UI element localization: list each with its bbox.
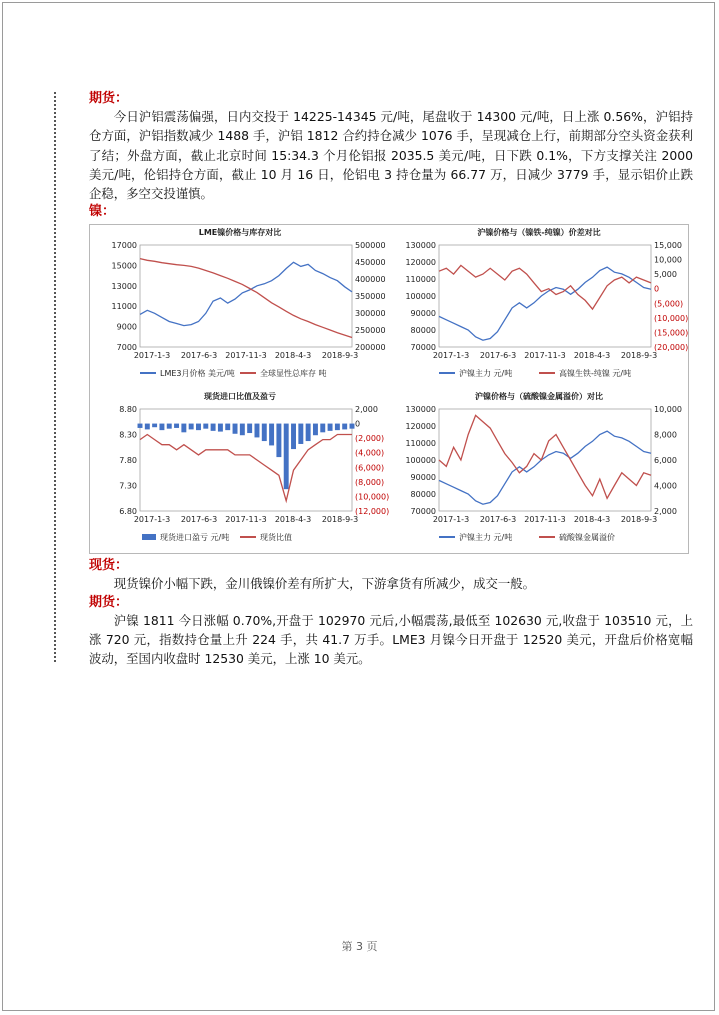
chart-title: 现货进口比值及盈亏 — [204, 392, 276, 402]
bar-pnl-25 — [320, 424, 325, 433]
y-left-tick-label: 70000 — [410, 343, 436, 353]
y-left-tick-label: 6.80 — [119, 507, 137, 517]
bar-pnl-9 — [203, 424, 208, 429]
y-right-tick-label: 350000 — [355, 292, 386, 302]
legend-label-0: LME3月价格 美元/吨 — [160, 369, 235, 379]
legend-label-1: 高镍生铁-纯镍 元/吨 — [559, 369, 632, 379]
bar-pnl-0 — [138, 424, 143, 428]
bar-pnl-20 — [284, 424, 289, 490]
series-line-0 — [439, 432, 651, 505]
x-tick-label: 2018-4-3 — [573, 515, 611, 525]
y-right-tick-label: (5,000) — [654, 299, 684, 309]
y-left-tick-label: 130000 — [405, 405, 436, 415]
series-line-1 — [140, 435, 352, 501]
spot-heading: 现货： — [89, 558, 129, 574]
y-left-tick-label: 11000 — [111, 302, 137, 312]
x-tick-label: 2018-9-3 — [321, 515, 359, 525]
y-right-tick-label: 0 — [355, 420, 361, 430]
chart-grid — [89, 224, 689, 554]
x-tick-label: 2017-11-3 — [225, 351, 267, 361]
y-right-tick-label: (10,000) — [654, 314, 689, 324]
y-right-tick-label: (2,000) — [355, 434, 385, 444]
y-right-tick-label: 250000 — [355, 326, 386, 336]
legend-label-1: 全球显性总库存 吨 — [260, 369, 327, 379]
chart-svg — [389, 389, 689, 554]
y-right-tick-label: (20,000) — [654, 343, 689, 353]
bar-pnl-12 — [225, 424, 230, 431]
x-tick-label: 2018-4-3 — [274, 351, 312, 361]
chart-title: LME镍价格与库存对比 — [198, 228, 282, 238]
nickel-heading: 镍： — [89, 204, 116, 220]
x-tick-label: 2017-1-3 — [432, 515, 470, 525]
plot-area — [140, 245, 352, 347]
spot-paragraph: 现货镍价小幅下跌，金川俄镍价差有所扩大，下游拿货有所减少，成交一般。 — [113, 576, 536, 592]
document-body — [89, 90, 693, 669]
x-tick-label: 2017-1-3 — [432, 351, 470, 361]
x-tick-label: 2018-9-3 — [321, 351, 359, 361]
y-left-tick-label: 130000 — [405, 241, 436, 251]
y-left-tick-label: 8.80 — [119, 405, 137, 415]
futures-paragraph-aluminum: 今日沪铝震荡偏强，日内交投于 14225-14345 元/吨，尾盘收于 14300 元/吨，日上涨 0.56%，沪铝持仓方面，沪铝指数减少 1488 手，沪铝 1812 合约持仓减少 1076 手，呈现减仓上行，前期部分空头资金获利了结；外盘方面，截止北京时间 15:34.3 个月伦铝报 2035.5 美元/吨，日下跌 0.1%，下方支撑关注 2000 美元/吨，伦铝持仓方面，截止 10 月 16 日，伦铝电 3 持仓量为 66.77 万，日减少 3779 手，显示铝价止跌企稳，多空交投谨慎。 — [89, 109, 693, 202]
y-left-tick-label: 8.30 — [119, 430, 137, 440]
y-right-tick-label: 2,000 — [355, 405, 378, 415]
y-right-tick-label: 5,000 — [654, 270, 677, 280]
bar-pnl-1 — [145, 424, 150, 430]
y-left-tick-label: 110000 — [405, 439, 436, 449]
chart-lme-nickel-price-vs-stock — [90, 225, 390, 390]
bar-pnl-3 — [159, 424, 164, 431]
bar-pnl-11 — [218, 424, 223, 432]
y-left-tick-label: 110000 — [405, 275, 436, 285]
chart-title: 沪镍价格与（硫酸镍金属溢价）对比 — [475, 392, 603, 402]
legend-swatch-0 — [142, 534, 156, 540]
y-left-tick-label: 90000 — [410, 309, 436, 319]
x-tick-label: 2017-6-3 — [180, 515, 218, 525]
x-tick-label: 2017-11-3 — [225, 515, 267, 525]
legend-label-0: 沪镍主力 元/吨 — [459, 369, 513, 379]
y-right-tick-label: 200000 — [355, 343, 386, 353]
bar-pnl-13 — [233, 424, 238, 434]
y-right-tick-label: (12,000) — [355, 507, 390, 517]
chart-shfe-nickel-vs-nickel-iron-spread — [389, 225, 689, 390]
y-right-tick-label: 2,000 — [654, 507, 677, 517]
page-number: 第 3 页 — [341, 940, 378, 953]
y-right-tick-label: 450000 — [355, 258, 386, 268]
bar-pnl-6 — [181, 424, 186, 433]
bar-pnl-23 — [306, 424, 311, 441]
bar-pnl-29 — [350, 424, 355, 429]
futures-paragraph-nickel: 沪镍 1811 今日涨幅 0.70%,开盘于 102970 元后,小幅震荡,最低至 102630 元,收盘于 103510 元，上涨 720 元，指数持仓量上升 224 手，共 41.7 万手。LME3 月镍今日开盘于 12520 美元，开盘后价格宽幅波动，至国内收盘时 12530 美元，上涨 10 美元。 — [89, 612, 693, 667]
chart-title: 沪镍价格与（镍铁-纯镍）价差对比 — [477, 228, 601, 238]
y-left-tick-label: 7.30 — [119, 481, 137, 491]
bar-pnl-5 — [174, 424, 179, 428]
y-right-tick-label: 400000 — [355, 275, 386, 285]
chart-svg — [90, 389, 390, 554]
y-right-tick-label: 10,000 — [654, 256, 682, 266]
bar-pnl-27 — [335, 424, 340, 431]
y-left-tick-label: 7.80 — [119, 456, 137, 466]
y-left-tick-label: 100000 — [405, 292, 436, 302]
series-line-0 — [140, 263, 352, 326]
y-left-tick-label: 70000 — [410, 507, 436, 517]
bar-pnl-17 — [262, 424, 267, 441]
futures-heading-aluminum: 期货： — [89, 91, 129, 106]
bar-pnl-28 — [342, 424, 347, 430]
bar-pnl-26 — [328, 424, 333, 431]
y-right-tick-label: 6,000 — [654, 456, 677, 466]
margin-dotted-rule — [54, 92, 56, 662]
chart-svg — [90, 225, 390, 390]
y-left-tick-label: 120000 — [405, 422, 436, 432]
chart-spot-import-ratio-and-pnl — [90, 389, 390, 554]
x-tick-label: 2018-4-3 — [274, 515, 312, 525]
x-tick-label: 2018-4-3 — [573, 351, 611, 361]
x-tick-label: 2017-6-3 — [479, 515, 517, 525]
y-left-tick-label: 80000 — [410, 326, 436, 336]
bar-pnl-18 — [269, 424, 274, 446]
y-right-tick-label: 10,000 — [654, 405, 682, 415]
chart-shfe-nickel-vs-nickel-sulfate-premium — [389, 389, 689, 554]
bar-pnl-8 — [196, 424, 201, 431]
bar-pnl-24 — [313, 424, 318, 436]
x-tick-label: 2017-11-3 — [524, 515, 566, 525]
y-left-tick-label: 7000 — [116, 343, 137, 353]
y-left-tick-label: 90000 — [410, 473, 436, 483]
bar-pnl-14 — [240, 424, 245, 436]
bar-pnl-10 — [211, 424, 216, 431]
y-left-tick-label: 15000 — [111, 261, 137, 271]
bar-pnl-21 — [291, 424, 296, 450]
y-right-tick-label: 500000 — [355, 241, 386, 251]
y-left-tick-label: 9000 — [116, 323, 137, 333]
y-right-tick-label: (8,000) — [355, 478, 385, 488]
legend-label-1: 现货比值 — [260, 533, 292, 543]
x-tick-label: 2017-6-3 — [479, 351, 517, 361]
y-right-tick-label: 300000 — [355, 309, 386, 319]
y-right-tick-label: (6,000) — [355, 463, 385, 473]
y-right-tick-label: 0 — [654, 285, 660, 295]
legend-label-1: 硫酸镍金属溢价 — [559, 533, 615, 543]
bar-pnl-22 — [298, 424, 303, 444]
plot-area — [140, 409, 352, 511]
bar-pnl-15 — [247, 424, 252, 433]
y-right-tick-label: (15,000) — [654, 328, 689, 338]
series-line-1 — [140, 259, 352, 338]
y-right-tick-label: 4,000 — [654, 481, 677, 491]
y-left-tick-label: 100000 — [405, 456, 436, 466]
series-line-1 — [439, 266, 651, 310]
x-tick-label: 2017-1-3 — [133, 351, 171, 361]
x-tick-label: 2017-6-3 — [180, 351, 218, 361]
futures-heading-nickel: 期货： — [89, 594, 129, 610]
bar-pnl-19 — [276, 424, 281, 458]
bar-pnl-4 — [167, 424, 172, 429]
bar-pnl-16 — [254, 424, 259, 438]
y-left-tick-label: 120000 — [405, 258, 436, 268]
chart-svg — [389, 225, 689, 390]
x-tick-label: 2017-11-3 — [524, 351, 566, 361]
y-left-tick-label: 13000 — [111, 282, 137, 292]
x-tick-label: 2018-9-3 — [620, 515, 658, 525]
legend-label-0: 现货进口盈亏 元/吨 — [160, 533, 230, 543]
y-right-tick-label: 8,000 — [654, 430, 677, 440]
x-tick-label: 2018-9-3 — [620, 351, 658, 361]
bar-pnl-2 — [152, 424, 157, 428]
y-right-tick-label: (10,000) — [355, 492, 390, 502]
legend-label-0: 沪镍主力 元/吨 — [459, 533, 513, 543]
y-right-tick-label: 15,000 — [654, 241, 682, 251]
y-right-tick-label: (4,000) — [355, 449, 385, 459]
bar-pnl-7 — [189, 424, 194, 430]
y-left-tick-label: 17000 — [111, 241, 137, 251]
x-tick-label: 2017-1-3 — [133, 515, 171, 525]
y-left-tick-label: 80000 — [410, 490, 436, 500]
